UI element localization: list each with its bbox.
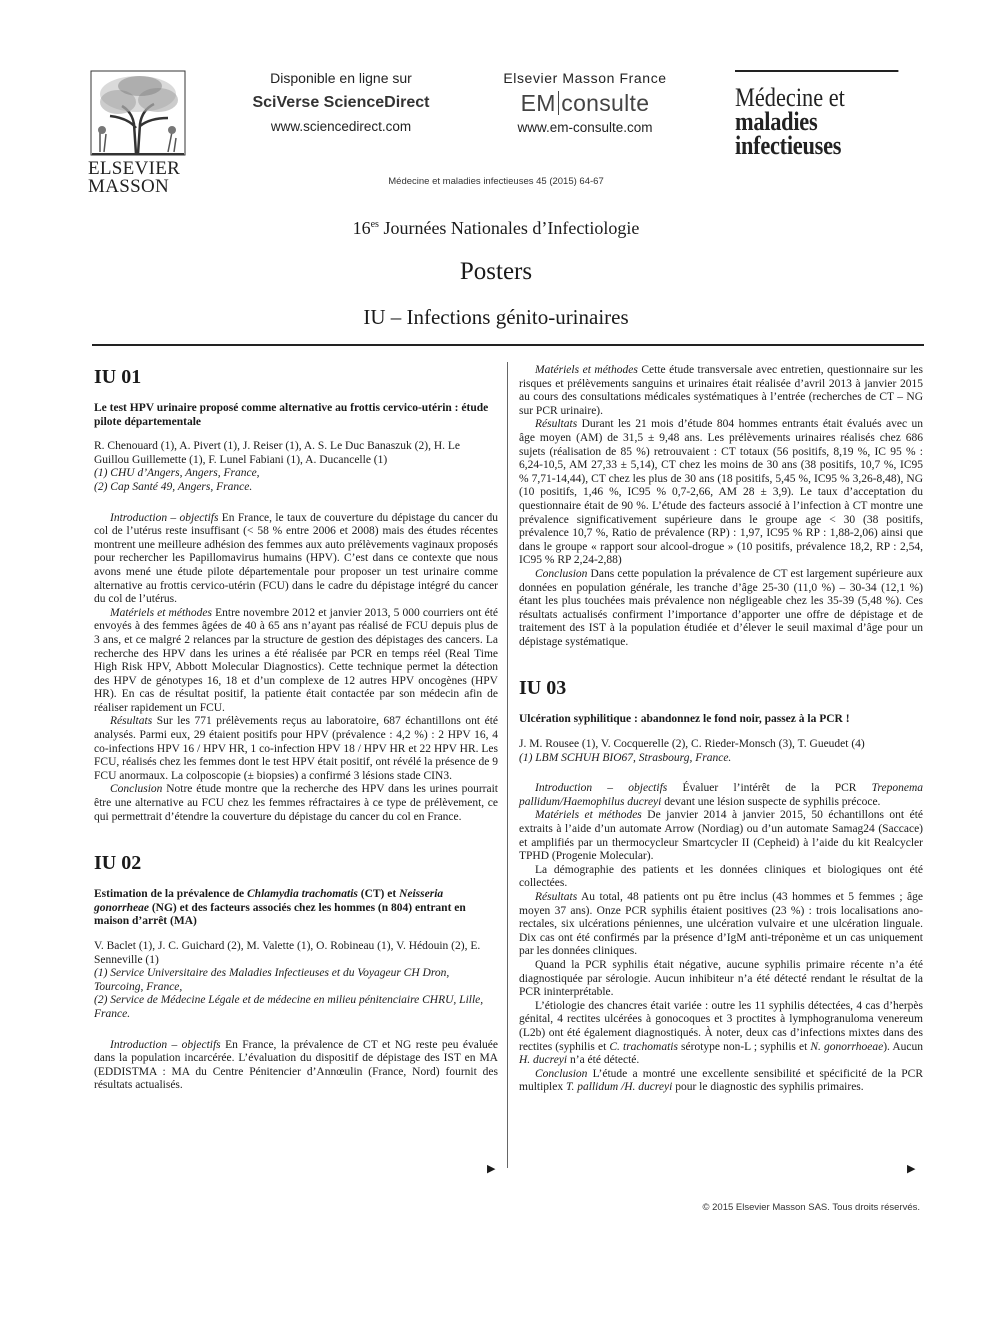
elsevier-masson-france-label: Elsevier Masson France [503, 70, 667, 86]
abstract-introduction [94, 512, 498, 607]
abstract-conclusion [94, 783, 498, 824]
journal-title-line2: maladies infectieuses [735, 107, 842, 160]
continue-arrow-icon: ▶ [907, 1163, 916, 1175]
paragraph-label: Introduction – objectifs [110, 1038, 221, 1051]
paragraph-text: Dans cette population la prévalence de CT est largement supérieure aux données en population générale, les tranche d’âge 25-30 (11,0 %) – 30-34 (12,1 %) étant les plus touchées mais prévalence non négligeable chez les 35-39 (5,48 %). Ces résultats actualisés confirment l’importance d’apporter une offre de dépistage et de traitement des IST à la population étudiée et d’élever le seuil maximal d’âge pour un dépistage systématique. [519, 567, 923, 648]
journal-title-line1: Médecine et [735, 83, 845, 112]
section-title: Posters [459, 258, 533, 285]
paragraph-label: Résultats [535, 418, 578, 431]
conference-number: 16 [352, 218, 371, 238]
sciencedirect-block [236, 70, 446, 134]
em-logo-right: consulte [561, 90, 650, 116]
abstract-methods [94, 607, 498, 716]
conference-title [0, 218, 992, 239]
abstract-affiliation: (2) Cap Santé 49, Angers, France. [94, 480, 253, 493]
conference-name: Journées Nationales d’Infectiologie [378, 218, 640, 238]
em-consulte-logo [485, 90, 685, 117]
section-subtitle: IU – Infections génito-urinaires [363, 305, 629, 329]
journal-citation: Médecine et maladies infectieuses 45 (2015) 64-67 [388, 176, 604, 187]
em-consulte-block [485, 70, 685, 135]
publisher-name-line2: MASSON [88, 176, 169, 197]
paragraph-text: En France, le taux de couverture du dépistage du cancer du col de l’utérus reste insuffisant (< 58 % entre 2006 et 2008) mais des études récentes montrent une meilleure adhésion des femmes aux auto prélèvements vaginaux proposés pour rechercher les Papillomavirus humains (HPV). C’est dans ce contexte que nous avons mené une étude pilote départementale pour proposer un test urinaire comme alternative au frottis cervico-utérin (FCU) dans le cadre du dépistage intégré du cancer du col de l’utérus. [94, 511, 498, 606]
abstract-affiliation: (1) CHU d’Angers, Angers, France, [94, 467, 260, 480]
abstract-conclusion [519, 568, 923, 650]
em-logo-left: EM [520, 90, 556, 116]
abstract-methods [519, 809, 923, 863]
abstract-id: IU 01 [94, 366, 142, 388]
paragraph-text: Durant les 21 mois d’étude 804 hommes entrants était évalués avec un âge moyen (AM) de 31,5 ± 9,48 ans. Les prélèvements urinaires réalisés chez 686 sujets (réalisation de 85 %) retrouvaient : CT totaux (56 positifs, 8,19 %, IC 95 % : 6,24-10,5, AM 27,33 ± 5,14), CT chez les moins de 30 ans (38 positifs, 10,7 %, IC95 % 7,71-14,44), CT chez les plus de 30 ans (18 positifs, 5,45 %, IC95 % 3,26-8,48), NG (10 positifs, 1,46 %, IC95 % 0,7-2,66, AM 28 ± 3,9). Le taux d’acceptation du questionnaire était de 90 %. L’étude des facteurs associé à l’infection à CT montre une prévalence significativement supérieure dans le groupe age < 30 (38 positifs, prévalence 10,7 %, Ratio de prévalence (RP) : 1,97, IC95 % RP : 1,88-2,06) ainsi que dans le groupe « rapport sour alcool-drogue » (10 positifs, prévalence 18,2, RP : 2,54, IC95 % RP 2,24-2,88) [519, 418, 923, 567]
abstract-title: Ulcération syphilitique : abandonnez le fond noir, passez à la PCR ! [519, 713, 850, 726]
paragraph-label: Conclusion [535, 567, 588, 580]
header-divider [92, 344, 924, 346]
abstract-introduction [94, 1039, 498, 1093]
abstract-affiliation: (1) Service Universitaire des Maladies Infectieuses et du Voyageur CH Dron, Tourcoing, France, [94, 967, 450, 993]
copyright-notice: © 2015 Elsevier Masson SAS. Tous droits réservés. [702, 1202, 920, 1213]
left-column [94, 364, 498, 1093]
em-consulte-url[interactable]: www.em-consulte.com [517, 120, 653, 135]
paragraph-label: Conclusion [110, 783, 163, 796]
abstract-title: Estimation de la prévalence de Chlamydia trachomatis (CT) et Neisseria gonorrheae (NG) et des facteurs associés chez les hommes (n 804) entrant en maison d’arrêt (MA) [94, 888, 466, 928]
paragraph-label: Introduction – objectifs [110, 511, 219, 524]
paragraph-label: Résultats [110, 715, 153, 728]
abstract-iu02-continued [519, 364, 923, 649]
abstract-authors: J. M. Rousee (1), V. Cocquerelle (2), C. Rieder-Monsch (3), T. Gueudet (4) [519, 738, 865, 751]
journal-title [735, 70, 898, 158]
abstract-authors: R. Chenouard (1), A. Pivert (1), J. Reiser (1), A. S. Le Duc Banaszuk (2), H. Le Guillou Guillemette (1), F. Lunel Fabiani (1), A. Ducancelle (1) [94, 440, 461, 466]
abstract-affiliation: (1) LBM SCHUH BIO67, Strasbourg, France. [519, 751, 732, 764]
abstract-affiliation: (2) Service de Médecine Légale et de médecine en milieu pénitenciaire CHRU, Lille, France. [94, 994, 484, 1020]
abstract-results [519, 418, 923, 568]
abstract-negative-results: Quand la PCR syphilis était négative, aucune syphilis primaire récente n’a été diagnostiquée par sérologie. Aucun inhibiteur n’a été détecté rendant le résultat de la PCR ininterprétable. [519, 958, 923, 999]
paragraph-text: Entre novembre 2012 et janvier 2013, 5 000 courriers ont été envoyés à des femmes âgées de 40 à 65 ans n’ayant pas réalisé de FCU depuis plus de 3 ans, et ce malgré 2 relances par la structure de gestion des dépistages des cancers. La recherche des HPV dans les urines a été réalisée par PCR en temps réel (Real Time High Risk HPV, Abbott Molecular Diagnostics). Cette technique permet la détection des HPV de génotypes 16, 18 et d’un complexe de 12 autres HPV oncogènes (HPV HR). En cas de résultat positif, la patiente était contactée par son médecin afin de réaliser rapidement un FCU. [94, 606, 498, 714]
continue-arrow-icon: ▶ [487, 1163, 496, 1175]
abstract-conclusion: Conclusion L’étude a montré une excellente sensibilité et spécificité de la PCR multiplex T. pallidum /H. ducreyi pour le diagnostic des syphilis primaires. [519, 1067, 923, 1094]
abstract-results [94, 715, 498, 783]
paragraph-label: Résultats [535, 891, 578, 903]
column-divider [507, 362, 508, 1168]
paragraph-text: Cette étude transversale avec entretien, questionnaire sur les risques et prélèvements sanguins et urinaires était réalisée d’avril 2013 à janvier 2015 au cours des consultations médicales systématiques à l’entrée (recherches de CT – NG sur PCR urinaire). [519, 364, 923, 417]
paragraph-label: Matériels et méthodes [535, 364, 638, 376]
abstract-iu02 [94, 852, 498, 1093]
conference-superscript: es [370, 219, 379, 230]
publisher-name-line1: ELSEVIER [88, 158, 181, 179]
abstract-id: IU 02 [94, 852, 142, 875]
abstract-authors: V. Baclet (1), J. C. Guichard (2), M. Valette (1), O. Robineau (1), V. Hédouin (2), E. Senneville (1) [94, 940, 481, 966]
abstract-iu01 [94, 366, 498, 824]
sciencedirect-url[interactable]: www.sciencedirect.com [270, 119, 412, 134]
abstract-results [519, 891, 923, 959]
paragraph-text: De janvier 2014 à janvier 2015, 50 échantillons ont été extraits à l’aide d’un automate Arrow (Nordiag) ou d’un automate Samag24 (Saccace) et amplifiés par un thermocycleur Smartcycler II (Cepheid) à l’aide du kit Realcycler TPHD (Progenie Molecular). [519, 809, 923, 863]
paragraph-label: Matériels et méthodes [535, 809, 642, 822]
paragraph-text: Au total, 48 patients ont pu être inclus (43 hommes et 5 femmes ; âge moyen 37 ans). Onze PCR syphilis étaient positives (23 %) : trois localisations ano-rectales, six ulcérations péniennes, une ulcération vulvaire et une ulcération linguale. Dix cas ont été confirmés par la présence d’IgM anti-tréponème et un cas uniquement par les données cliniques. [519, 891, 923, 958]
paragraph-text: En France, la prévalence de CT et NG reste peu évaluée dans la population incarcérée. L’évaluation du dispositif de dépistage des IST en MA (EDDISTMA : MA du Centre Pénitencier d’Annœulin (France, Nord) fournit des résultats actualisés. [94, 1038, 498, 1092]
abstract-methods [519, 364, 923, 418]
paragraph-label: Matériels et méthodes [110, 606, 212, 619]
abstract-id: IU 03 [519, 677, 567, 700]
available-online-label: Disponible en ligne sur [270, 70, 412, 86]
paragraph-text: Sur les 771 prélèvements reçus au laboratoire, 687 échantillons ont été analysés. Parmi eux, 29 étaient positifs pour HPV (prévalence : 4,2 %) : 2 HPV 16, 4 co-infections HPV 16 / HPV HR, 1 co-infection HPV 18 / HPV HR et 22 HPV HR. Les FCU, réalisés chez les femmes dont le test HPV était positif, ont révélé la présence de 9 FCU anormaux. La colposcopie (± biopsies) a confirmé 3 lésions stade CIN3. [94, 715, 498, 782]
paragraph-label: Introduction – objectifs [535, 782, 668, 795]
paragraph-label: Conclusion [535, 1067, 588, 1080]
abstract-introduction: Introduction – objectifs Évaluer l’intérêt de la PCR Treponema pallidum/Haemophilus ducreyi devant une lésion suspecte de syphilis précoce. [519, 782, 923, 808]
right-column [519, 364, 923, 1095]
paragraph-text: Notre étude montre que la recherche des HPV dans les urines pourrait être une alternative au FCU chez les femmes réfractaires à ce type de prélèvement, ce qui permettrait d’étendre la couverture du dépistage du cancer du col en France. [94, 783, 498, 823]
em-logo-divider [558, 91, 560, 115]
elsevier-tree-icon [88, 68, 188, 158]
abstract-etiology: L’étiologie des chancres était variée : outre les 11 syphilis détectées, 4 cas d’herpès génital, 4 rectites ulcérées à gonocoques et 3 proctites à lymphogranuloma venereum (L2b) ont été également diagnostiqués. À noter, deux cas d’infections mixtes dans des rectites (syphilis et C. trachomatis sérotype non-L ; syphilis et N. gonorrhoeae). Aucun H. ducreyi n’a été détecté. [519, 999, 923, 1067]
abstract-iu03 [519, 677, 923, 1094]
sciverse-sciencedirect-logo: SciVerse ScienceDirect [252, 94, 430, 111]
abstract-title: Le test HPV urinaire proposé comme alternative au frottis cervico-utérin : étude pilote départementale [94, 402, 489, 428]
abstract-demography: La démographie des patients et les données cliniques et biologiques ont été collectées. [519, 863, 923, 890]
